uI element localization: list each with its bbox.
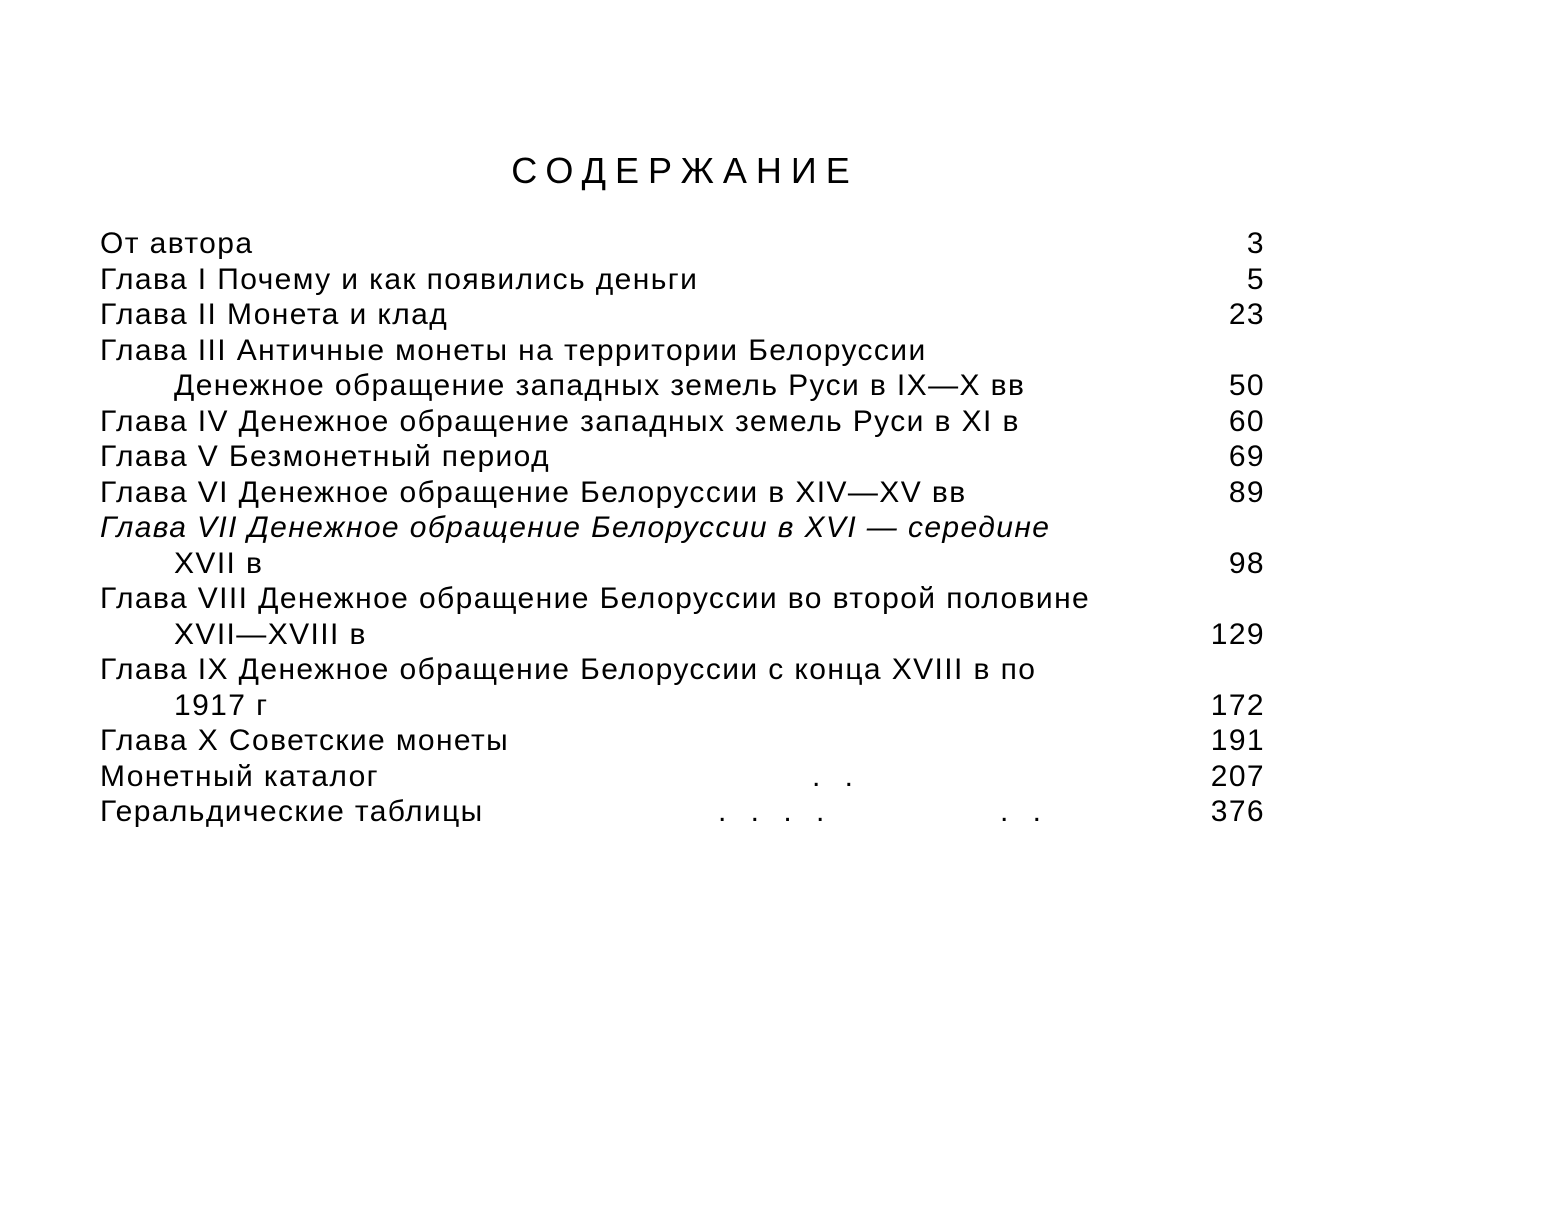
toc-page-number: 191 bbox=[1210, 724, 1265, 757]
toc-entry-text: Глава V Безмонетный период bbox=[100, 440, 551, 473]
toc-page-number: 3 bbox=[1246, 227, 1265, 260]
toc-entry-text: Глава III Античные монеты на территории Белоруссии bbox=[100, 333, 927, 367]
toc-row bbox=[100, 617, 1265, 653]
toc-row bbox=[100, 439, 1265, 475]
toc-page-number: 69 bbox=[1228, 440, 1265, 473]
toc-row bbox=[100, 262, 1265, 298]
toc-entry-text: Глава VIII Денежное обращение Белоруссии во второй половине bbox=[100, 582, 1091, 615]
toc-row bbox=[100, 226, 1265, 262]
toc-entry-text: Глава IX Денежное обращение Белоруссии с конца XVIII в по bbox=[100, 653, 1037, 686]
toc-row bbox=[100, 368, 1265, 404]
toc-row bbox=[100, 723, 1265, 759]
toc-entry-text: Глава VII Денежное обращение Белоруссии в XVI — середине bbox=[100, 511, 1051, 544]
toc-page-number: 129 bbox=[1210, 617, 1265, 651]
table-of-contents bbox=[100, 226, 1265, 830]
toc-page-number: 23 bbox=[1228, 298, 1265, 331]
toc-row bbox=[100, 546, 1265, 582]
toc-row bbox=[100, 475, 1265, 511]
toc-page-number: 172 bbox=[1210, 688, 1265, 722]
toc-entry-text: Глава II Монета и клад bbox=[100, 298, 449, 331]
toc-entry-text: От автора bbox=[100, 227, 254, 260]
toc-entry-text: 1917 г bbox=[174, 688, 269, 722]
toc-row bbox=[100, 510, 1265, 546]
toc-page-number: 98 bbox=[1228, 546, 1265, 580]
toc-entry-text: Геральдические таблицы bbox=[100, 795, 484, 828]
toc-row bbox=[100, 333, 1265, 369]
toc-entry-text: Глава VI Денежное обращение Белоруссии в XIV—XV вв bbox=[100, 475, 967, 509]
toc-page-number: 207 bbox=[1210, 759, 1265, 793]
toc-entry-text: Глава I Почему и как появились деньги bbox=[100, 262, 699, 296]
toc-page-number: 89 bbox=[1228, 475, 1265, 509]
toc-leader-dots: . . bbox=[812, 759, 862, 793]
toc-entry-text: Денежное обращение западных земель Руси в IX—X вв bbox=[174, 369, 1026, 402]
toc-row bbox=[100, 297, 1265, 333]
toc-page-number: 5 bbox=[1246, 262, 1265, 296]
toc-page-number: 376 bbox=[1210, 795, 1265, 828]
toc-row bbox=[100, 794, 1265, 830]
toc-page-number: 50 bbox=[1228, 369, 1265, 402]
toc-entry-text: Глава IV Денежное обращение западных земель Руси в XI в bbox=[100, 404, 1020, 438]
toc-entry-text: Монетный каталог bbox=[100, 759, 379, 793]
toc-page-number: 60 bbox=[1228, 404, 1265, 438]
toc-row bbox=[100, 652, 1265, 688]
toc-row bbox=[100, 581, 1265, 617]
toc-entry-text: XVII—XVIII в bbox=[174, 617, 367, 651]
page-title: СОДЕРЖАНИЕ bbox=[511, 150, 859, 191]
toc-row bbox=[100, 688, 1265, 724]
toc-row bbox=[100, 759, 1265, 795]
toc-entry-text: Глава X Советские монеты bbox=[100, 724, 510, 757]
toc-leader-dots: . . bbox=[1000, 795, 1050, 828]
toc-entry-text: XVII в bbox=[174, 546, 264, 580]
toc-leader-dots: . . . . bbox=[718, 795, 833, 828]
toc-row bbox=[100, 404, 1265, 440]
